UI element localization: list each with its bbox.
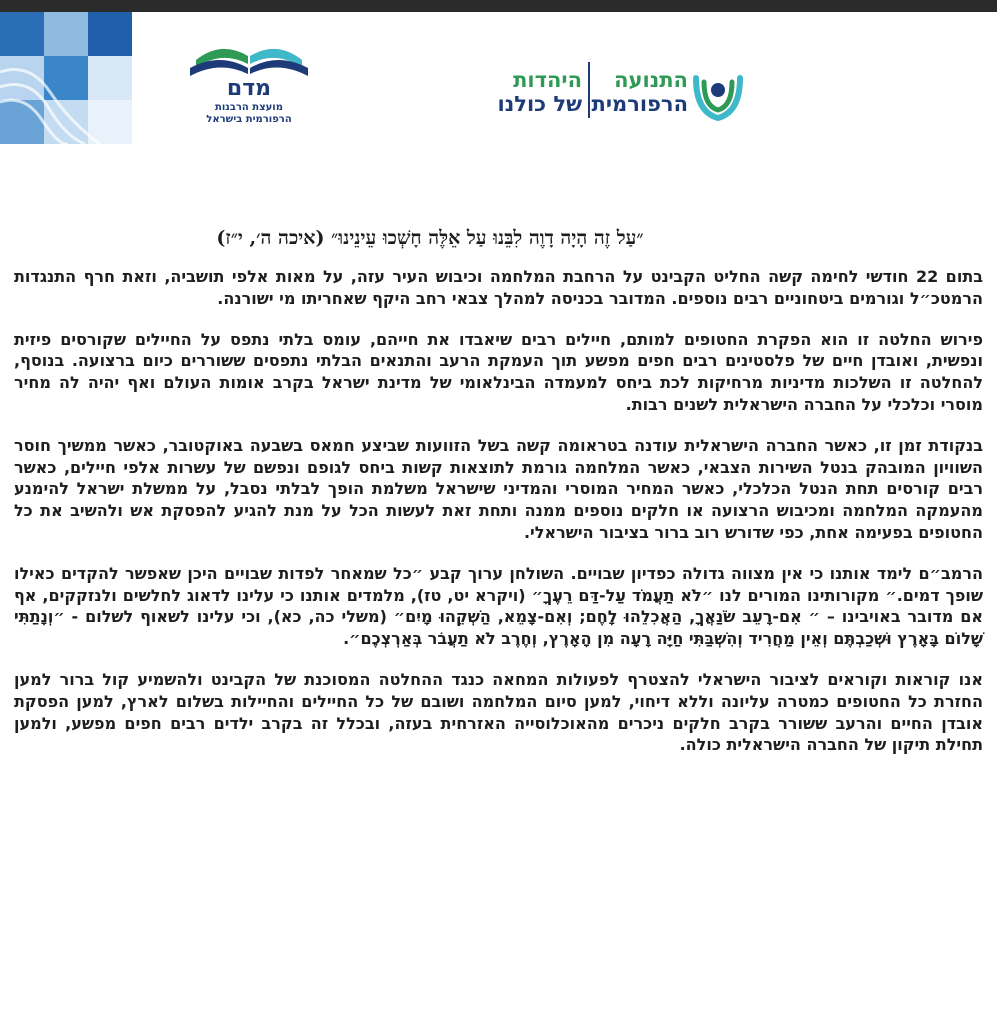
document-title: ״עַל זֶה הָיָה דָוֶה לִבֵּנוּ עַל אֵלֶּה חָשְׁכוּ עֵינֵינוּ״ (איכה ה׳, י״ז) <box>216 227 644 249</box>
top-border-bar <box>0 0 997 12</box>
tagline <box>490 68 582 116</box>
document-body <box>14 266 983 775</box>
paragraph: אנו קוראות וקוראים לציבור הישראלי להצטרף לפעולות המחאה כנגד ההחלטה המסוכנת של הקבינט ולהשמיע קול ברור למען החזרת כל החטופים כמטרה עליונה וללא דיחוי, למען סיום המלחמה ושובם של כל החיילים והחיילות בשלום לארץ, למען הפסקת אובדן החיים והרעב ששורר בקרב חלקים ניכרים מהאוכלוסייה האזרחית בעזה, ובכלל זה בקרב ילדים רבים חפים מפשע, ולמען תחילת תיקון של החברה הישראלית כולה. <box>14 669 983 755</box>
tagline-line2: של כולנו <box>497 92 582 116</box>
paragraph: בנקודת זמן זו, כאשר החברה הישראלית עודנה בטראומה קשה בשל הזוועות שביצע חמאס בשבעה באוקטובר, כאשר ממשיך חוסר השוויון המובהק בנטל השירות הצבאי, כאשר המלחמה גורמת לתוצאות קשות ביחס לגופם ונפשם של עשרות אלפי חיילים, כאשר רבים קורסים תחת הנטל הכלכלי, כאשר המחיר המוסרי והמדיני שישראל משלמת הופך לבלתי נסבל, על ממשלת ישראל להימנע מהעמקה המלחמה ומכיבוש הרצועה או חלקים נוספים ממנה ותחת זאת לעשות הכל על מנת להגיע להפסקת אש ולהשיב את כל החטופים בפעימה אחת, כפי שדורש רוב ברור בציבור הישראלי. <box>14 435 983 542</box>
org-subtitle <box>186 102 312 126</box>
org-subtitle-line1: מועצת הרבנות <box>215 102 283 113</box>
corner-decoration <box>0 12 132 144</box>
tagline-line1: היהדות <box>513 68 582 92</box>
paragraph: הרמב״ם לימד אותנו כי אין מצווה גדולה כפדיון שבויים. השולחן ערוך קבע ״כל שמאחר לפדות שבויים היכן שאפשר להקדים כאילו שופך דמים.״ מקורותינו המורים לנו ״לֹא תַעֲמֹד עַל-דַּם רֵעֶךָ״ (ויקרא יט, טז), מלמדים אותנו כי עלינו לדאוג לחלשים ולנזקקים, אף אם מדובר באויבינו – ״ אִם-רָעֵב שֹׂנַאֲךָ, הַאֲכִלֵהוּ לָחֶם; וְאִם-צָמֵא, הַשְׁקֵהוּ מָיִם״ (משלי כה, כא), וכי עלינו לשאוף לשלום - ״וְנָתַתִּי שָׁלוֹם בָּאָרֶץ וּשְׁכַבְתֶּם וְאֵין מַחֲרִיד וְהִשְׁבַּתִּי חַיָּה רָעָה מִן הָאָרֶץ, וְחֶרֶב לֹא תַעֲבֹר בְּאַרְצְכֶם״. <box>14 563 983 649</box>
org-subtitle-line2: הרפורמית בישראל <box>206 114 292 125</box>
logo-divider <box>588 62 590 118</box>
movement-name <box>591 68 688 116</box>
paragraph: פירוש החלטה זו הוא הפקרת החטופים למותם, חיילים רבים שיאבדו את חייהם, עומס בלתי נתפס על החיילים שקורסים פיזית ונפשית, ואובדן חיים של פלסטינים רבים חפים מפשע תוך העמקת הרעב והתנאים הבלתי נתפסים ששוררים כיום ברצועה. בנוסף, להחלטה זו השלכות מדיניות מרחיקות לכת ביחס למעמדה הבינלאומי של מדינת ישראל בקרב אומות העולם ואף יהיה לה מחיר מוסרי וכלכלי על החברה הישראלית לשנים רבות. <box>14 329 983 414</box>
paragraph: בתום 22 חודשי לחימה קשה החליט הקבינט על הרחבת המלחמה וכיבוש העיר עזה, על מאות אלפי תושביה, וזאת חרף התנגדות הרמטכ״ל וגורמים ביטחוניים רבים נוספים. המדובר בכניסה למהלך צבאי רחב היקף שאחריתו מי ישורנה. <box>14 267 984 308</box>
reform-movement-logo-icon <box>692 68 744 122</box>
movement-line1: התנועה <box>614 68 688 92</box>
org-name-madam: מדם <box>226 76 272 101</box>
movement-line2: הרפורמית <box>591 92 688 116</box>
